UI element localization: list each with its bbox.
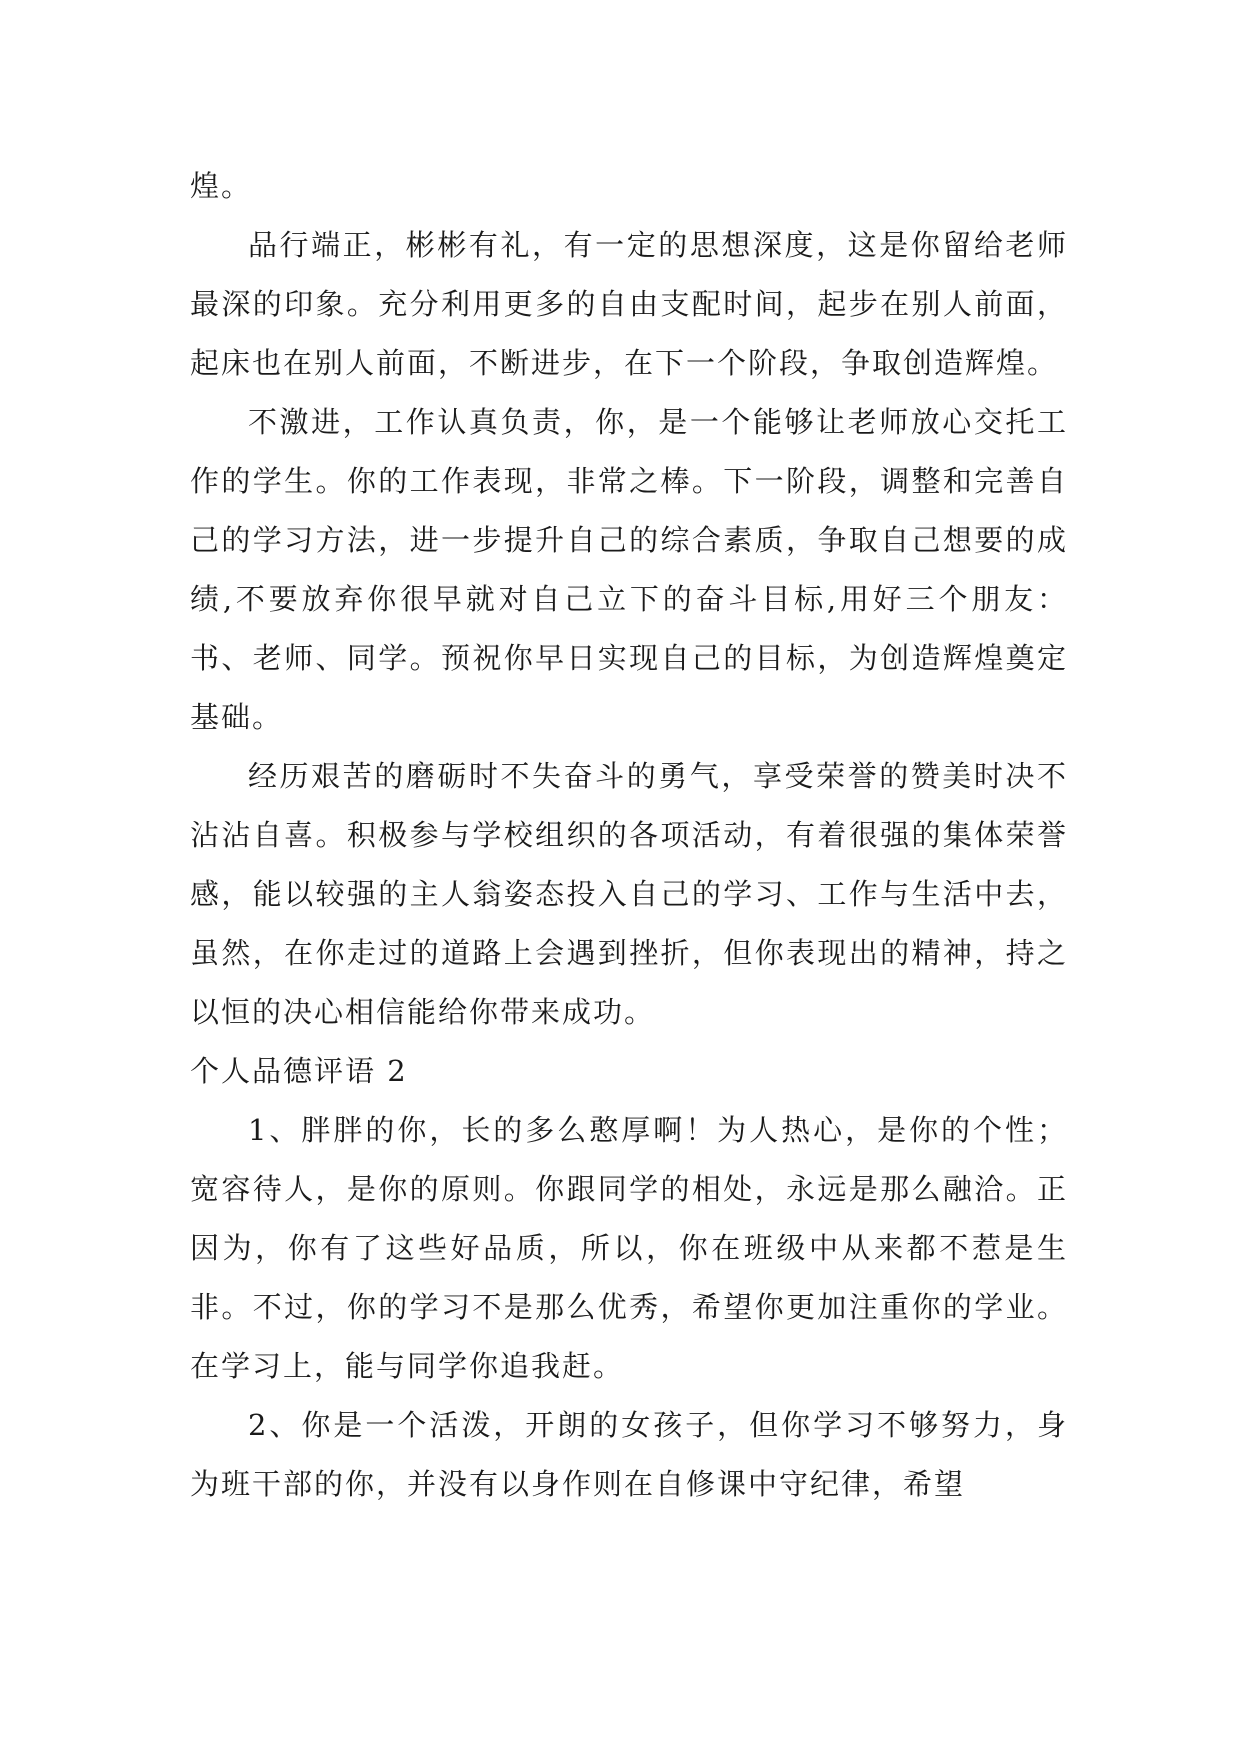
section-heading: 个人品德评语 2 [190,1054,408,1088]
paragraph: 2、你是一个活泼，开朗的女孩子，但你学习不够努力，身为班干部的你，并没有以身作则在自修课中守纪律，希望 [190,1408,1068,1501]
paragraph: 品行端正，彬彬有礼，有一定的思想深度，这是你留给老师最深的印象。充分利用更多的自由支配时间，起步在别人前面，起床也在别人前面，不断进步，在下一个阶段，争取创造辉煌。 [190,228,1068,380]
paragraph: 经历艰苦的磨砺时不失奋斗的勇气，享受荣誉的赞美时决不沾沾自喜。积极参与学校组织的各项活动，有着很强的集体荣誉感，能以较强的主人翁姿态投入自己的学习、工作与生活中去，虽然，在你走过的道路上会遇到挫折，但你表现出的精神，持之以恒的决心相信能给你带来成功。 [190,759,1068,1029]
paragraph-continuation: 煌。 [190,169,253,203]
document-body [190,157,1068,1514]
paragraph: 不激进，工作认真负责，你，是一个能够让老师放心交托工作的学生。你的工作表现，非常之棒。下一阶段，调整和完善自己的学习方法，进一步提升自己的综合素质，争取自己想要的成绩,不要放弃你很早就对自己立下的奋斗目标,用好三个朋友：书、老师、同学。预祝你早日实现自己的目标，为创造辉煌奠定基础。 [190,405,1068,734]
paragraph: 1、胖胖的你，长的多么憨厚啊！为人热心，是你的个性；宽容待人，是你的原则。你跟同学的相处，永远是那么融洽。正因为，你有了这些好品质，所以，你在班级中从来都不惹是生非。不过，你的学习不是那么优秀，希望你更加注重你的学业。在学习上，能与同学你追我赶。 [190,1113,1068,1383]
